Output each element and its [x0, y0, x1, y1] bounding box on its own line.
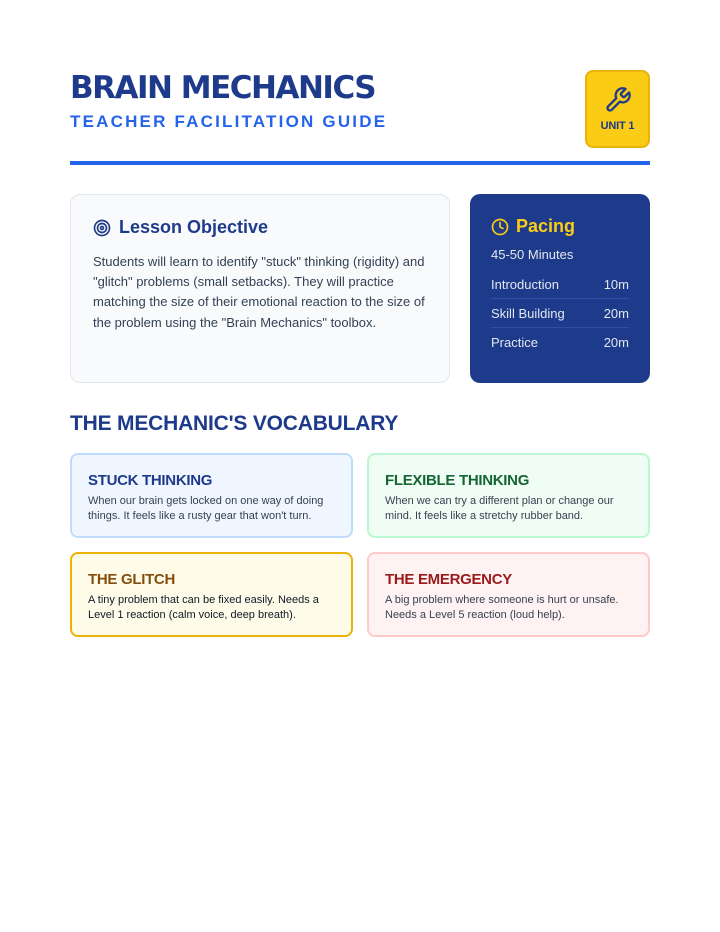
- pacing-row-introduction: [491, 270, 629, 299]
- pacing-schedule: [491, 270, 629, 357]
- vocab-card-flexible-thinking: [367, 453, 650, 538]
- pacing-row-label: Introduction: [491, 276, 559, 292]
- pacing-row-label: Skill Building: [491, 305, 565, 321]
- vocab-card-text: When we can try a different plan or change our mind. It feels like a stretchy rubber band.: [385, 495, 614, 522]
- vocab-card-title: FLEXIBLE THINKING: [385, 472, 530, 489]
- objective-header: [93, 217, 427, 238]
- pacing-header: [491, 216, 629, 237]
- header-divider: [70, 161, 650, 165]
- vocab-card-title: THE EMERGENCY: [385, 571, 512, 588]
- vocab-card-text: A tiny problem that can be fixed easily. Needs a Level 1 reaction (calm voice, deep breath).: [88, 594, 319, 621]
- vocab-card-text: When our brain gets locked on one way of doing things. It feels like a rusty gear that won't turn.: [88, 495, 324, 522]
- vocabulary-section-title: THE MECHANIC'S VOCABULARY: [70, 412, 399, 435]
- pacing-title: Pacing: [516, 216, 576, 236]
- page-title: BRAIN MECHANICS: [70, 70, 376, 106]
- objective-text: Students will learn to identify "stuck" thinking (rigidity) and "glitch" problems (small setbacks). They will practice matching the size of their emotional reaction to the size of the problem using the "Brain Mechanics" toolbox.: [93, 254, 425, 330]
- pacing-row-value: 20m: [603, 305, 629, 321]
- vocab-card-title: STUCK THINKING: [88, 472, 213, 489]
- unit-label: UNIT 1: [600, 120, 635, 132]
- pacing-row-value: 10m: [603, 276, 629, 292]
- target-icon: [93, 219, 111, 237]
- pacing-row-label: Practice: [491, 335, 538, 350]
- wrench-icon: [604, 86, 632, 114]
- page-subtitle: TEACHER FACILITATION GUIDE: [70, 112, 388, 131]
- page-header: [70, 70, 650, 166]
- clock-icon: [491, 218, 509, 236]
- pacing-row-skill-building: [491, 299, 629, 328]
- pacing-duration: 45-50 Minutes: [491, 247, 574, 262]
- pacing-card: [470, 194, 650, 383]
- vocab-card-title: THE GLITCH: [88, 571, 175, 588]
- vocab-card-text: A big problem where someone is hurt or unsafe. Needs a Level 5 reaction (loud help).: [385, 594, 619, 621]
- vocab-card-stuck-thinking: [70, 453, 353, 538]
- lesson-objective-card: [70, 194, 450, 383]
- vocab-card-the-emergency: [367, 552, 650, 637]
- pacing-row-practice: [491, 328, 629, 357]
- pacing-row-value: 20m: [603, 335, 629, 350]
- unit-badge: [585, 70, 650, 148]
- vocab-card-the-glitch: [70, 552, 353, 637]
- objective-title: Lesson Objective: [119, 217, 269, 237]
